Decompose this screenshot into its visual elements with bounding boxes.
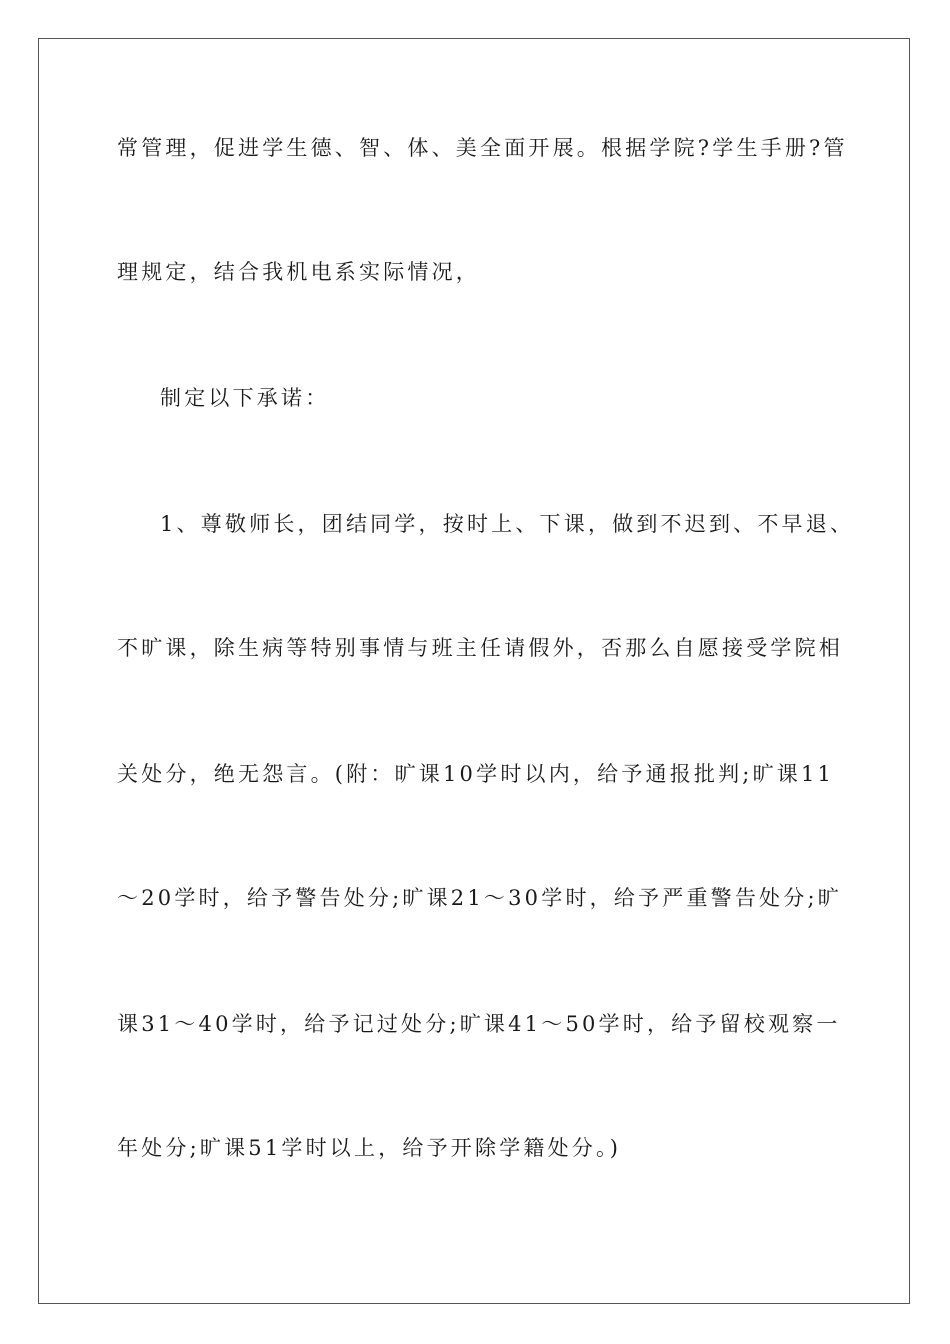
text-line-3: 制定以下承诺：	[160, 386, 330, 410]
text-line-1: 常管理，促进学生德、智、体、美全面开展。根据学院?学生手册?管	[117, 136, 848, 160]
text-line-5: 不旷课，除生病等特别事情与班主任请假外，否那么自愿接受学院相	[117, 636, 843, 660]
page-frame	[38, 38, 910, 1304]
text-line-7: ～20学时，给予警告处分;旷课21～30学时，给予严重警告处分;旷	[117, 886, 842, 910]
text-line-9: 年处分;旷课51学时以上，给予开除学籍处分。)	[117, 1136, 622, 1160]
text-line-8: 课31～40学时，给予记过处分;旷课41～50学时，给予留校观察一	[117, 1012, 841, 1036]
text-line-4: 1、尊敬师长，团结同学，按时上、下课，做到不迟到、不早退、	[160, 512, 855, 536]
text-line-6: 关处分，绝无怨言。(附：旷课10学时以内，给予通报批判;旷课11	[117, 762, 835, 786]
text-line-2: 理规定，结合我机电系实际情况，	[117, 260, 480, 284]
